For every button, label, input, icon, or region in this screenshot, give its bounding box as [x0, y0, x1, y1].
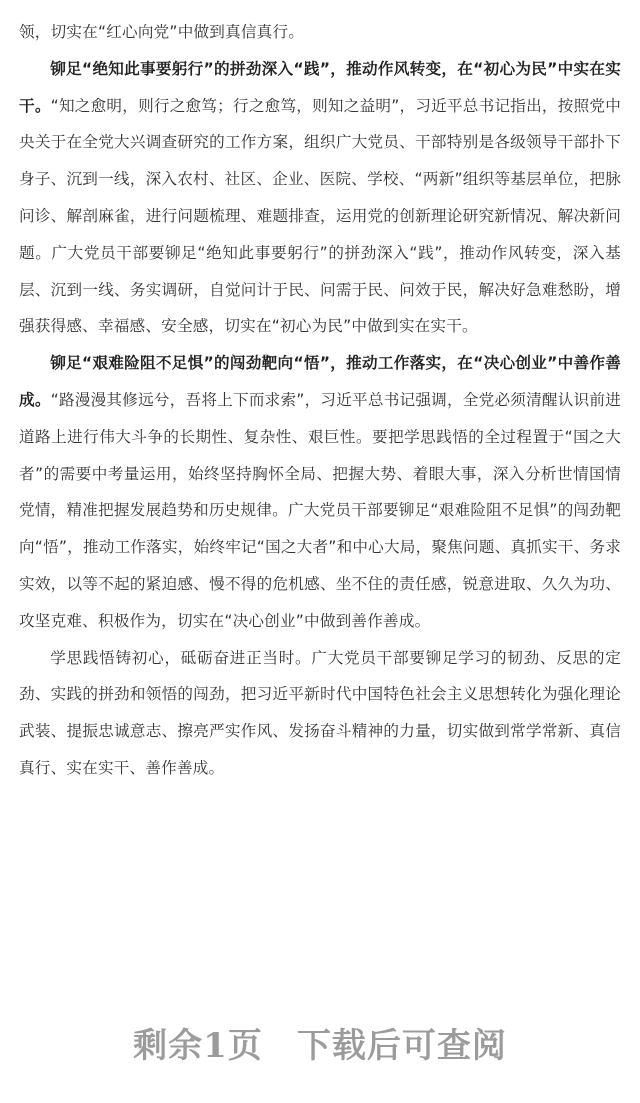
paragraph-text: “路漫漫其修远兮，吾将上下而求索”，习近平总书记强调，全党必须清醒认识前进道路上进行伟大斗争的长期性、复杂性、艰巨性。要把学思践悟的全过程置于“国之大者”的需要中考量运用，始终坚持胸怀全局、把握大势、着眼大事，深入分析世情国情党情，精准把握发展趋势和历史规律。广大党员干部要铆足“艰难险阻不足惧”的闯劲靶向“悟”，推动工作落实，始终牢记“国之大者”和中心大局，聚焦问题、真抓实干、务求实效，以等不起的紧迫感、慢不得的危机感、坐不住的责任感，锐意进取、久久为功、攻坚克难、积极作为，切实在“决心创业”中做到善作善成。	[19, 390, 622, 630]
paragraph-continuation: 领，切实在“红心向党”中做到真信真行。	[19, 23, 305, 41]
paragraph-text: “知之愈明，则行之愈笃；行之愈笃，则知之益明”，习近平总书记指出，按照党中央关于在全党大兴调查研究的工作方案，组织广大党员、干部特别是各级领导干部扑下身子、沉到一线，深入农村、社区、企业、医院、学校、“两新”组织等基层单位，把脉问诊、解剖麻雀，进行问题梳理、难题排查，运用党的创新理论研究新情况、解决新问题。广大党员干部要铆足“绝知此事要躬行”的拼劲深入“践”，推动作风转变，深入基层、沉到一线、务实调研，自觉问计于民、问需于民、问效于民，解决好急难愁盼，增强获得感、幸福感、安全感，切实在“初心为民”中做到实在实干。	[19, 96, 622, 336]
paragraph-conclusion: 学思践悟铸初心，砥砺奋进正当时。广大党员干部要铆足学习的韧劲、反思的定劲、实践的拼劲和领悟的闯劲，把习近平新时代中国特色社会主义思想转化为强化理论武装、提振忠诚意志、擦亮严实作风、发扬奋斗精神的力量，切实做到常学常新、真信真行、实在实干、善作善成。	[19, 648, 621, 777]
paragraph-comprehension	[19, 345, 621, 639]
download-prompt[interactable]	[0, 1018, 640, 1067]
paragraph-heading: 铆足“艰难险阻不足惧”的闯劲靶向“悟”，推动工作落实，在“决心创业”中善作善成。	[19, 354, 621, 409]
remaining-pages-text: 剩余1页	[133, 1026, 263, 1066]
article-body	[19, 14, 621, 787]
paragraph-heading: 铆足“绝知此事要躬行”的拼劲深入“践”，推动作风转变，在“初心为民”中实在实干。	[19, 59, 621, 115]
paragraph-practice	[19, 51, 621, 345]
download-to-view-text: 下载后可查阅	[296, 1026, 507, 1066]
